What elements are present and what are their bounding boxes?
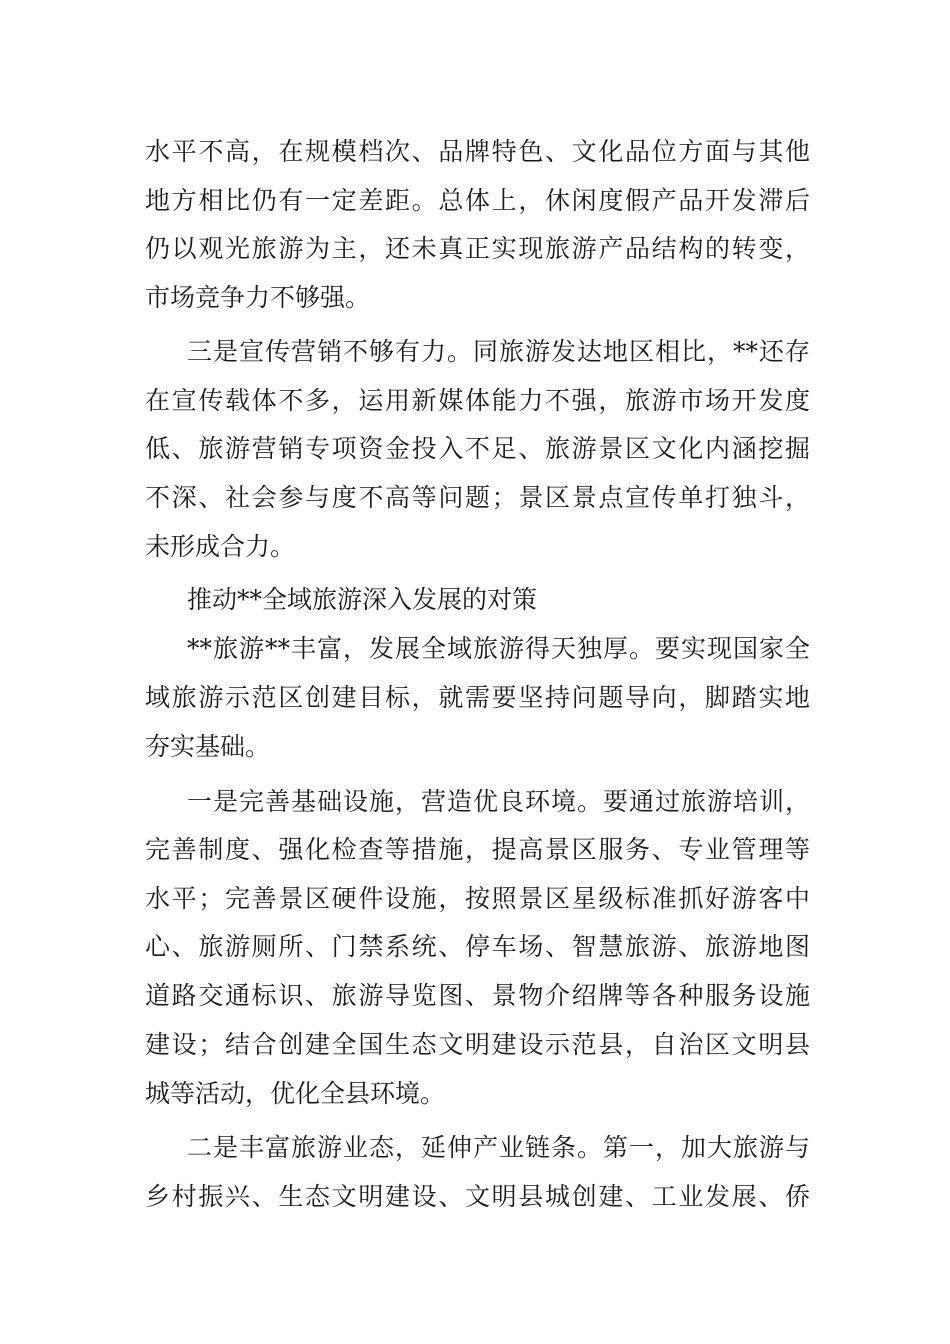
text-line: 水平不高，在规模档次、品牌特色、文化品位方面与其他 — [145, 137, 810, 166]
text-line: 建设；结合创建全国生态文明建设示范县，自治区文明县 — [145, 1030, 810, 1059]
paragraph-start-line: **旅游**丰富，发展全域旅游得天独厚。要实现国家全 — [187, 634, 810, 663]
text-line: 低、旅游营销专项资金投入不足、旅游景区文化内涵挖掘 — [145, 434, 810, 463]
text-line: 乡村振兴、生态文明建设、文明县城创建、工业发展、侨 — [145, 1182, 810, 1211]
text-line: 仍以观光旅游为主，还未真正实现旅游产品结构的转变， — [145, 234, 810, 263]
text-line: 水平；完善景区硬件设施，按照景区星级标准抓好游客中 — [145, 884, 810, 913]
paragraph-start-line: 二是丰富旅游业态，延伸产业链条。第一，加大旅游与 — [187, 1133, 810, 1162]
paragraph-start-line: 三是宣传营销不够有力。同旅游发达地区相比，**还存 — [187, 337, 810, 366]
text-line: 未形成合力。 — [145, 532, 296, 561]
text-line: 心、旅游厕所、门禁系统、停车场、智慧旅游、旅游地图 — [145, 932, 810, 961]
text-line: 道路交通标识、旅游导览图、景物介绍牌等各种服务设施 — [145, 981, 810, 1010]
text-line: 夯实基础。 — [145, 732, 271, 761]
text-line: 市场竞争力不够强。 — [145, 283, 371, 312]
text-line: 地方相比仍有一定差距。总体上，休闲度假产品开发滞后 — [145, 186, 810, 215]
text-line: 域旅游示范区创建目标，就需要坚持问题导向，脚踏实地 — [145, 683, 810, 712]
text-line: 完善制度、强化检查等措施，提高景区服务、专业管理等 — [145, 835, 810, 864]
text-line: 不深、社会参与度不高等问题；景区景点宣传单打独斗， — [145, 483, 810, 512]
section-heading: 推动**全域旅游深入发展的对策 — [187, 585, 538, 614]
text-line: 在宣传载体不多，运用新媒体能力不强，旅游市场开发度 — [145, 386, 810, 415]
paragraph-start-line: 一是完善基础设施，营造优良环境。要通过旅游培训， — [187, 787, 810, 816]
text-line: 城等活动，优化全县环境。 — [145, 1079, 446, 1108]
